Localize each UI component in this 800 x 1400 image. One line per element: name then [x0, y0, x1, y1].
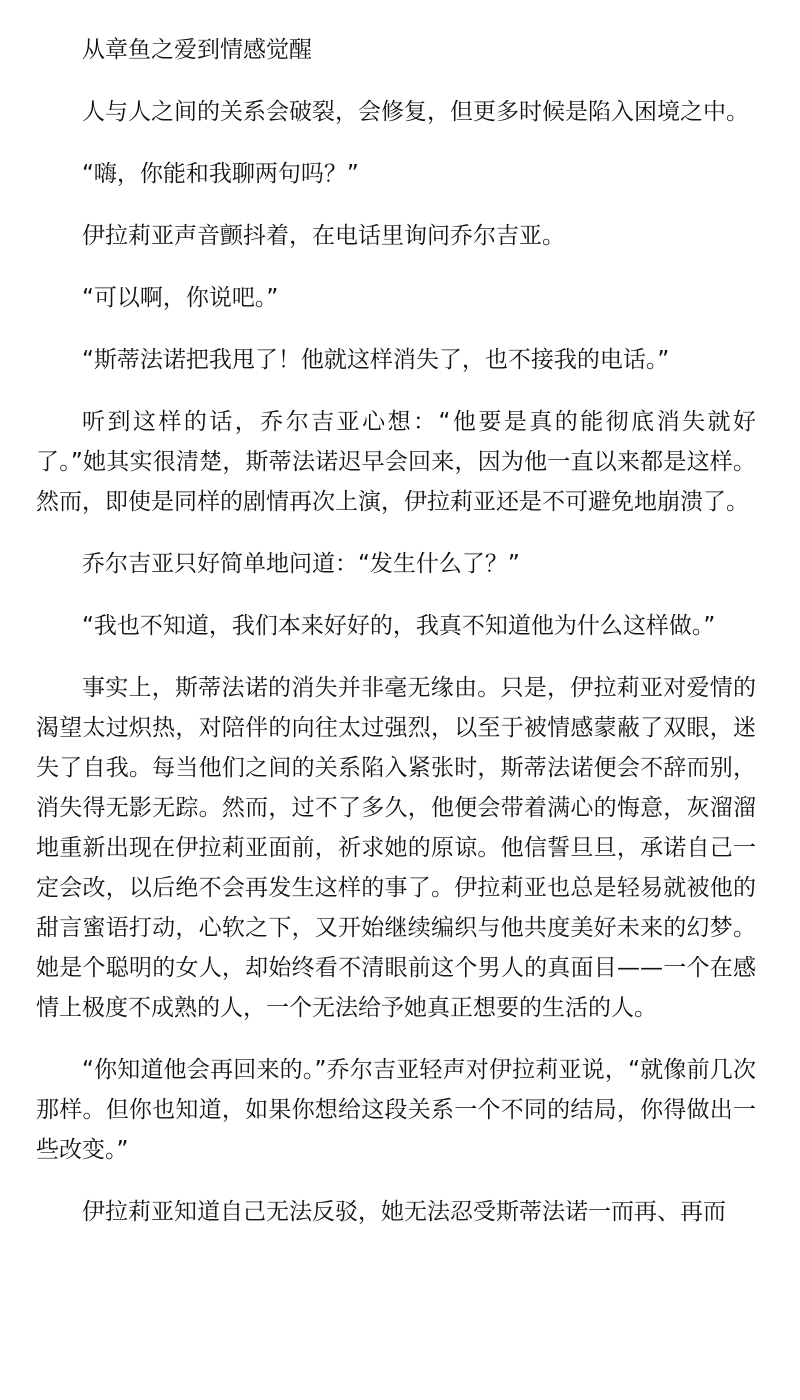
paragraph-1: 人与人之间的关系会破裂，会修复，但更多时候是陷入困境之中。: [82, 99, 749, 125]
paragraph-4: “可以啊，你说吧。”: [82, 285, 279, 311]
paragraph-6: 听到这样的话，乔尔吉亚心想：“他要是真的能彻底消失就好了。”她其实很清楚，斯蒂法诺迟早会回来，因为他一直以来都是这样。然而，即使是同样的剧情再次上演，伊拉莉亚还是不可避免地崩溃了。: [36, 409, 756, 515]
paragraph-8: “我也不知道，我们本来好好的，我真不知道他为什么这样做。”: [82, 613, 716, 639]
document-body: [36, 30, 756, 1254]
paragraph-3: 伊拉莉亚声音颤抖着，在电话里询问乔尔吉亚。: [82, 223, 565, 249]
paragraph-10: “你知道他会再回来的。”乔尔吉亚轻声对伊拉莉亚说，“就像前几次那样。但你也知道，如果你想给这段关系一个不同的结局，你得做出一些改变。”: [36, 1057, 756, 1163]
paragraph-5: “斯蒂法诺把我甩了！他就这样消失了，也不接我的电话。”: [82, 347, 670, 373]
paragraph-9: 事实上，斯蒂法诺的消失并非毫无缘由。只是，伊拉莉亚对爱情的渴望太过炽热，对陪伴的向往太过强烈，以至于被情感蒙蔽了双眼，迷失了自我。每当他们之间的关系陷入紧张时，斯蒂法诺便会不辞而别，消失得无影无踪。然而，过不了多久，他便会带着满心的悔意，灰溜溜地重新出现在伊拉莉亚面前，祈求她的原谅。他信誓旦旦，承诺自己一定会改，以后绝不会再发生这样的事了。伊拉莉亚也总是轻易就被他的甜言蜜语打动，心软之下，又开始继续编织与他共度美好未来的幻梦。她是个聪明的女人，却始终看不清眼前这个男人的真面目——一个在感情上极度不成熟的人，一个无法给予她真正想要的生活的人。: [36, 675, 756, 1021]
paragraph-7: 乔尔吉亚只好简单地问道：“发生什么了？”: [82, 551, 520, 577]
paragraph-11: 伊拉莉亚知道自己无法反驳，她无法忍受斯蒂法诺一而再、再而: [82, 1199, 726, 1225]
paragraph-2: “嗨，你能和我聊两句吗？”: [82, 161, 359, 187]
chapter-title: 从章鱼之爱到情感觉醒: [82, 37, 312, 63]
